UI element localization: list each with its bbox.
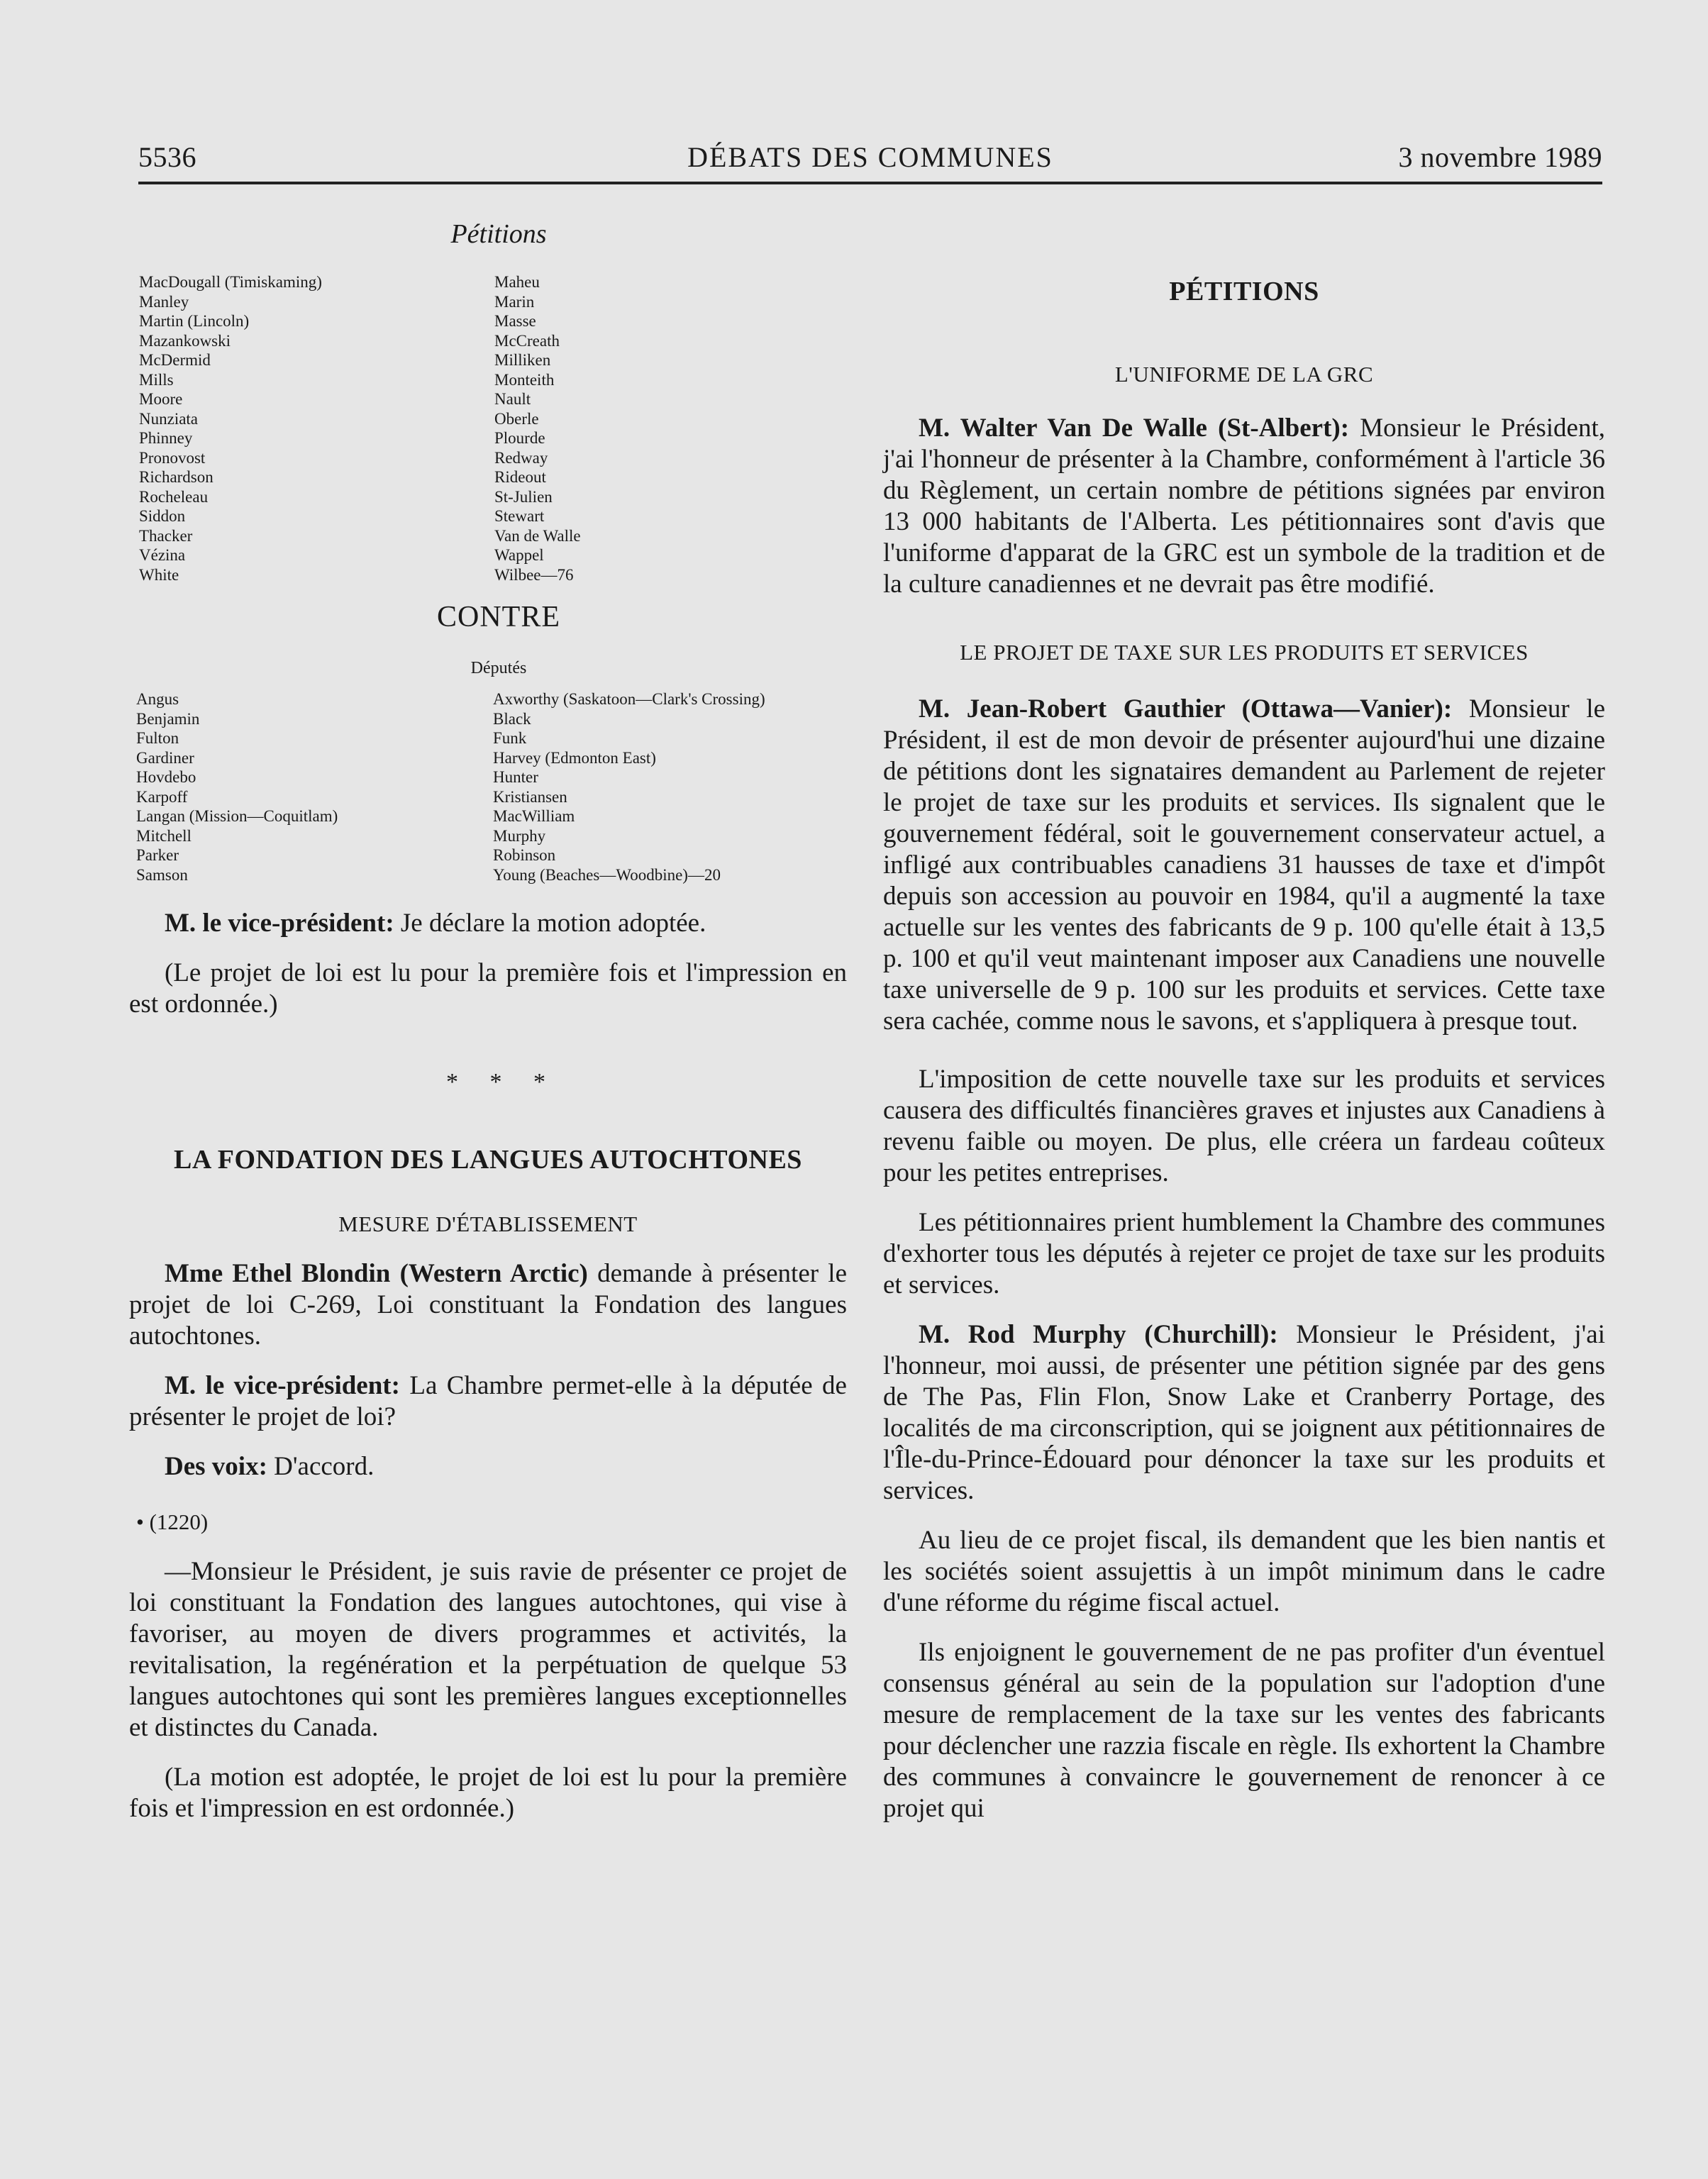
member-name: Vézina	[139, 546, 186, 564]
subsection-title-taxe: LE PROJET DE TAXE SUR LES PRODUITS ET SERVICES	[960, 640, 1529, 665]
member-name: Kristiansen	[493, 787, 567, 806]
member-name: Oberle	[494, 409, 539, 428]
member-name: Rocheleau	[139, 487, 209, 506]
member-name: Nault	[494, 390, 531, 408]
paragraph-first-reading: (Le projet de loi est lu pour la première fois et l'impression en est ordonnée.)	[129, 958, 847, 1019]
member-name: Hunter	[493, 768, 538, 786]
speaker-des-voix: Des voix:	[165, 1452, 267, 1481]
section-title-fondation: LA FONDATION DES LANGUES AUTOCHTONES	[174, 1145, 802, 1175]
member-name: Hovdebo	[136, 768, 196, 786]
left-column	[129, 210, 847, 1824]
member-name: St-Julien	[494, 487, 553, 506]
member-name: Gardiner	[136, 748, 194, 767]
member-name: Pronovost	[139, 448, 206, 467]
member-name: Milliken	[494, 351, 551, 369]
member-name: Phinney	[139, 429, 193, 447]
member-name: Wappel	[494, 546, 544, 564]
member-name: Plourde	[494, 429, 545, 447]
paragraph-blondin-speech: —Monsieur le Président, je suis ravie de présenter ce projet de loi constituant la Fondation des langues autochtones, qui vise à favoriser, au moyen de divers programmes et activités, la revitalisation, la regénération et la perpétuation de quelque 53 langues autochtones qui sont les premières langues exceptionnelles et distinctes du Canada.	[129, 1557, 847, 1742]
member-name: Axworthy (Saskatoon—Clark's Crossing)	[493, 690, 765, 708]
member-name: Angus	[136, 690, 179, 708]
right-column	[883, 267, 1605, 1824]
deputes-heading: Députés	[470, 659, 527, 677]
paragraph-imposition: L'imposition de cette nouvelle taxe sur les produits et services causera des difficultés financières graves et injustes aux Canadiens à revenu faible ou moyen. De plus, elle créera un fardeau coûteux pour les petites entreprises.	[883, 1065, 1605, 1187]
speaker-van-de-walle: M. Walter Van De Walle (St-Albert):	[919, 414, 1350, 443]
member-name: Marin	[494, 292, 535, 311]
speaker-murphy: M. Rod Murphy (Churchill):	[919, 1320, 1278, 1349]
pour-names-list	[129, 272, 847, 596]
member-name: Mitchell	[136, 826, 192, 845]
header-rule	[138, 182, 1602, 184]
member-name: Nunziata	[139, 409, 199, 428]
speaker-vice-president-2: M. le vice-président:	[165, 1371, 400, 1400]
member-name: Funk	[493, 729, 527, 747]
paragraph-des-voix: Des voix: D'accord.	[165, 1452, 375, 1481]
paragraph-vice-president-question: M. le vice-président: La Chambre permet-elle à la députée de présenter le projet de loi?	[129, 1371, 847, 1431]
contre-names-col1	[136, 689, 338, 885]
paragraph-petitionnaires: Les pétitionnaires prient humblement la Chambre des communes d'exhorter tous les députés à rejeter ce projet de taxe sur les produits et services.	[883, 1208, 1605, 1299]
speaker-blondin: Mme Ethel Blondin (Western Arctic)	[165, 1259, 588, 1288]
member-name: Manley	[139, 292, 189, 311]
member-name: Parker	[136, 846, 179, 864]
paragraph-au-lieu: Au lieu de ce projet fiscal, ils demandent que les bien nantis et les sociétés soient assujettis à un impôt minimum dans le cadre d'une réforme du régime fiscal actuel.	[883, 1526, 1605, 1617]
member-name: Masse	[494, 312, 536, 330]
member-name: Redway	[494, 448, 548, 467]
member-name: Samson	[136, 865, 188, 884]
member-name: Martin (Lincoln)	[139, 312, 250, 330]
member-name: Stewart	[494, 507, 545, 525]
paragraph-ils-enjoignent: Ils enjoignent le gouvernement de ne pas profiter d'un éventuel consensus général au sein de la population sur l'adoption d'une mesure de remplacement de la taxe sur les ventes des fabricants pour déclencher une razzia fiscale en règle. Ils exhortent la Chambre des communes à convaincre le gouvernement de renoncer à ce projet qui	[883, 1638, 1605, 1823]
pour-names-col1	[139, 272, 322, 584]
subsection-title-mesure: MESURE D'ÉTABLISSEMENT	[338, 1212, 638, 1236]
paragraph-motion-adopted-2: (La motion est adoptée, le projet de loi est lu pour la première fois et l'impression en est ordonnée.)	[129, 1763, 847, 1823]
member-name: Wilbee—76	[494, 565, 574, 584]
journal-title: DÉBATS DES COMMUNES	[687, 141, 1053, 173]
member-name: Monteith	[494, 370, 555, 389]
member-name: Young (Beaches—Woodbine)—20	[493, 865, 721, 884]
speaker-gauthier: M. Jean-Robert Gauthier (Ottawa—Vanier):	[919, 694, 1453, 723]
member-name: Moore	[139, 390, 183, 408]
contre-heading: CONTRE	[437, 601, 560, 633]
member-name: MacWilliam	[493, 807, 575, 825]
member-name: Thacker	[139, 526, 193, 545]
page-number: 5536	[138, 141, 196, 173]
member-name: Maheu	[494, 273, 540, 291]
member-name: Mills	[139, 370, 174, 389]
member-name: Siddon	[139, 507, 186, 525]
section-title-petitions: PÉTITIONS	[1169, 277, 1319, 306]
subsection-title-uniforme: L'UNIFORME DE LA GRC	[1114, 362, 1374, 387]
member-name: Mazankowski	[139, 331, 231, 350]
paragraph-van-de-walle: M. Walter Van De Walle (St-Albert): Monsieur le Président, j'ai l'honneur de présenter à la Chambre, conformément à l'article 36 du Règlement, un certain nombre de pétitions signées par environ 13 000 habitants de l'Alberta. Les pétitionnaires sont d'avis que l'uniforme d'apparat de la GRC est un symbole de la tradition et de la culture canadiennes et ne devrait pas être modifié.	[883, 414, 1605, 599]
speaker-vice-president: M. le vice-président:	[165, 909, 394, 938]
member-name: Benjamin	[136, 709, 200, 728]
contre-names-col2	[493, 689, 765, 885]
member-name: McDermid	[139, 351, 211, 369]
member-name: Robinson	[493, 846, 556, 864]
member-name: MacDougall (Timiskaming)	[139, 273, 322, 291]
member-name: Van de Walle	[494, 526, 581, 545]
section-separator: * * *	[446, 1069, 558, 1095]
member-name: Langan (Mission—Coquitlam)	[136, 807, 338, 825]
member-name: Black	[493, 709, 531, 728]
contre-names-list	[129, 689, 847, 892]
member-name: White	[139, 565, 179, 584]
paragraph-gauthier: M. Jean-Robert Gauthier (Ottawa—Vanier): Monsieur le Président, il est de mon devoir de présenter aujourd'hui une dizaine de pétitions dont les signataires demandent au Parlement de rejeter le projet de taxe sur les produits et services. Ils signalent que le gouvernement fédéral, soit le gouvernement conservateur actuel, a infligé aux contribuables canadiens 31 hausses de taxe et d'impôt depuis son accession au pouvoir en 1984, qu'il a augmenté la taxe actuelle sur les ventes des fabricants de 9 p. 100 qu'elle était à 13,5 p. 100 et qu'il veut maintenant imposer aux Canadiens une nouvelle taxe universelle de 9 p. 100 sur les produits et services. Cette taxe sera cachée, comme nous le savons, et s'appliquera à presque tout.	[883, 694, 1605, 1036]
member-name: Karpoff	[136, 787, 188, 806]
petitions-running-heading: Pétitions	[450, 219, 547, 249]
member-name: Richardson	[139, 468, 214, 486]
member-name: Murphy	[493, 826, 546, 845]
member-name: Harvey (Edmonton East)	[493, 748, 656, 767]
time-marker: • (1220)	[136, 1509, 209, 1534]
pour-names-col2	[494, 272, 581, 584]
paragraph-blondin: Mme Ethel Blondin (Western Arctic) demande à présenter le projet de loi C-269, Loi constituant la Fondation des langues autochtones.	[129, 1259, 848, 1351]
running-header	[138, 140, 1602, 180]
paragraph-motion-adopted: M. le vice-président: Je déclare la motion adoptée.	[165, 909, 706, 938]
member-name: Fulton	[136, 729, 179, 747]
member-name: Rideout	[494, 468, 546, 486]
member-name: McCreath	[494, 331, 560, 350]
paragraph-murphy: M. Rod Murphy (Churchill): Monsieur le Président, j'ai l'honneur, moi aussi, de présenter une pétition signée par des gens de The Pas, Flin Flon, Snow Lake et Cranberry Portage, des localités de ma circonscription, qui se joignent aux pétitionnaires de l'Île-du-Prince-Édouard pour dénoncer la taxe sur les produits et services.	[883, 1320, 1606, 1505]
session-date: 3 novembre 1989	[1398, 141, 1602, 173]
